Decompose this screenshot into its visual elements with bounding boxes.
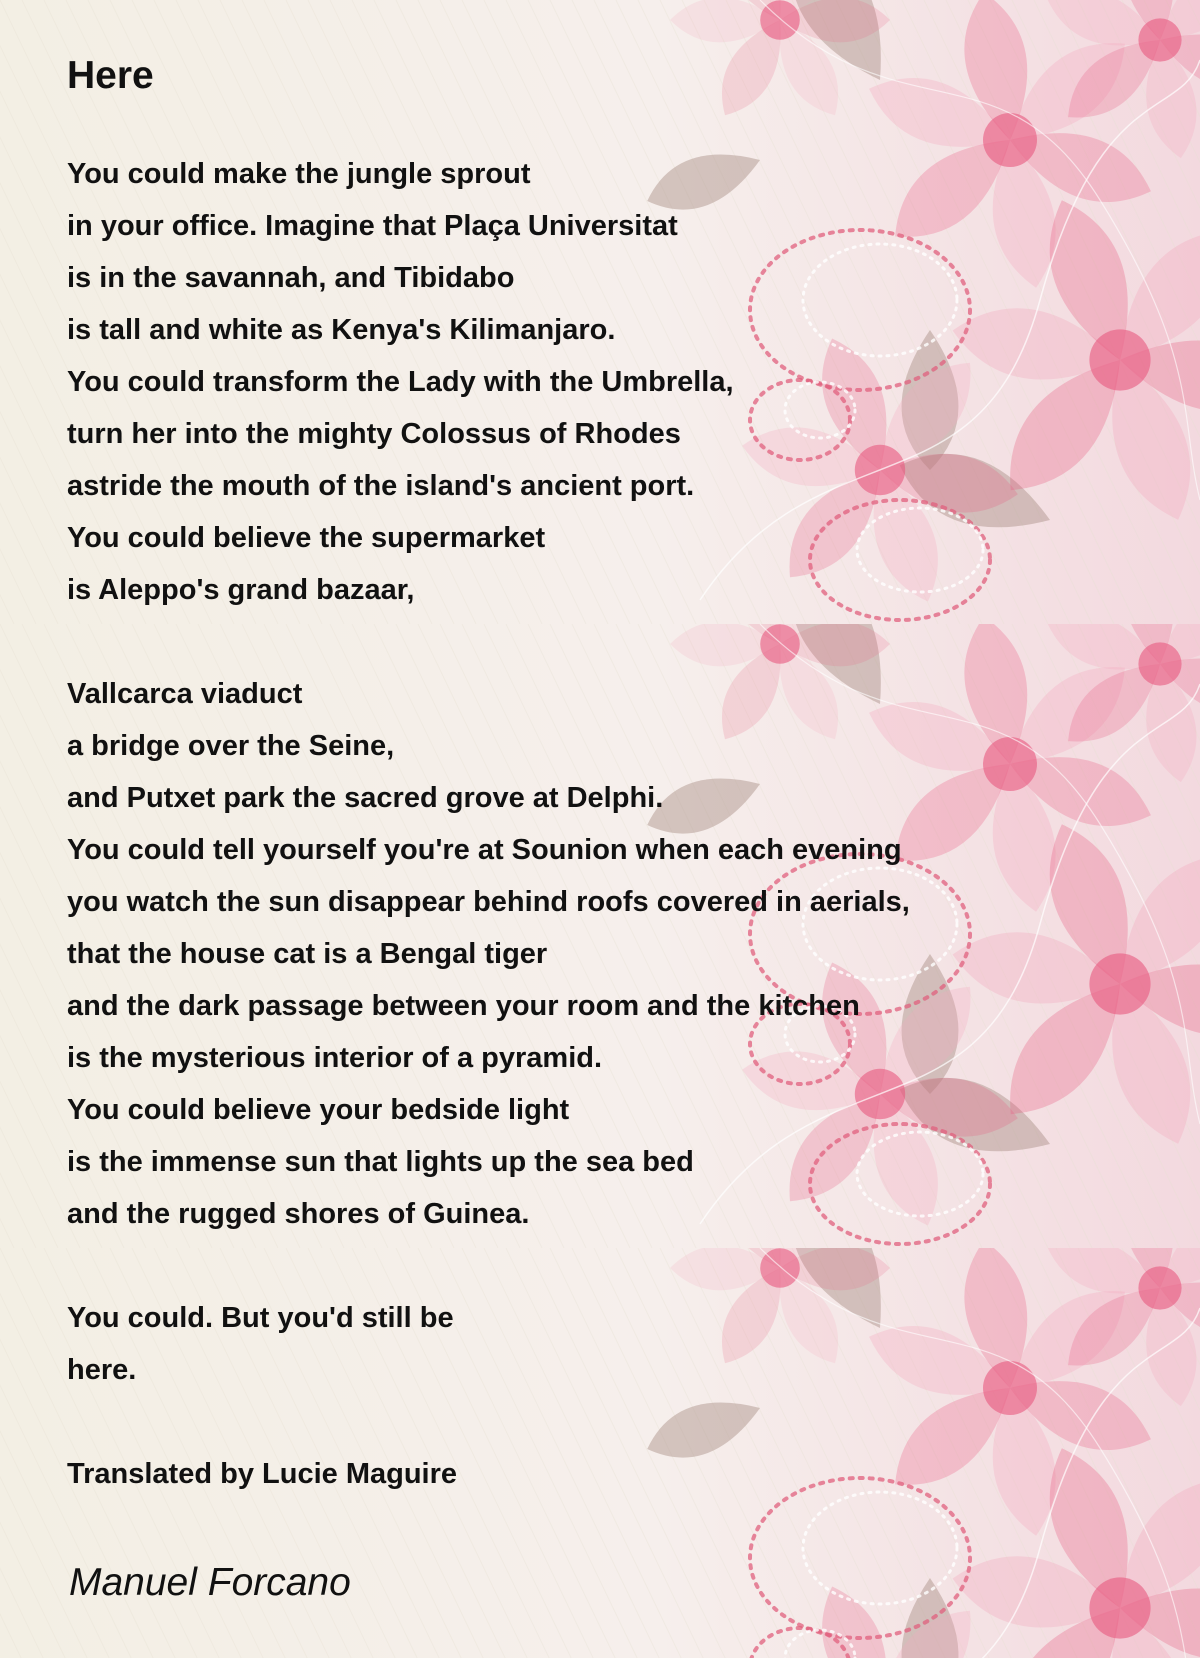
poem-line: Vallcarca viaduct: [67, 678, 303, 710]
poem-line: is the immense sun that lights up the sea bed: [67, 1146, 694, 1178]
poem-line: and the rugged shores of Guinea.: [67, 1198, 530, 1230]
poem-line: You could believe your bedside light: [67, 1094, 570, 1126]
poem-line: in your office. Imagine that Plaça Universitat: [67, 210, 678, 242]
poem-line: you watch the sun disappear behind roofs covered in aerials,: [67, 886, 910, 918]
poem-line: turn her into the mighty Colossus of Rhodes: [67, 418, 681, 450]
poem-line: is the mysterious interior of a pyramid.: [67, 1042, 603, 1074]
poem-line: You could. But you'd still be: [67, 1302, 454, 1334]
author-name: Manuel Forcano: [69, 1561, 351, 1604]
poem-line: You could believe the supermarket: [67, 522, 546, 554]
poem-line: is in the savannah, and Tibidabo: [67, 262, 515, 294]
poem-line: astride the mouth of the island's ancient port.: [67, 470, 695, 502]
poem-title: Here: [67, 54, 154, 97]
poem-line: is tall and white as Kenya's Kilimanjaro.: [67, 314, 616, 346]
poem-line: You could make the jungle sprout: [67, 158, 531, 190]
poem-line: here.: [67, 1354, 137, 1386]
poem-line: a bridge over the Seine,: [67, 730, 395, 762]
poem-line: Translated by Lucie Maguire: [67, 1458, 457, 1490]
poem-line: is Aleppo's grand bazaar,: [67, 574, 415, 606]
poem-line: and the dark passage between your room and the kitchen: [67, 990, 860, 1022]
poem-line: that the house cat is a Bengal tiger: [67, 938, 548, 970]
poem-line: You could transform the Lady with the Umbrella,: [67, 366, 734, 398]
poem-line: You could tell yourself you're at Sounion when each evening: [67, 834, 902, 866]
poem-line: and Putxet park the sacred grove at Delphi.: [67, 782, 664, 814]
